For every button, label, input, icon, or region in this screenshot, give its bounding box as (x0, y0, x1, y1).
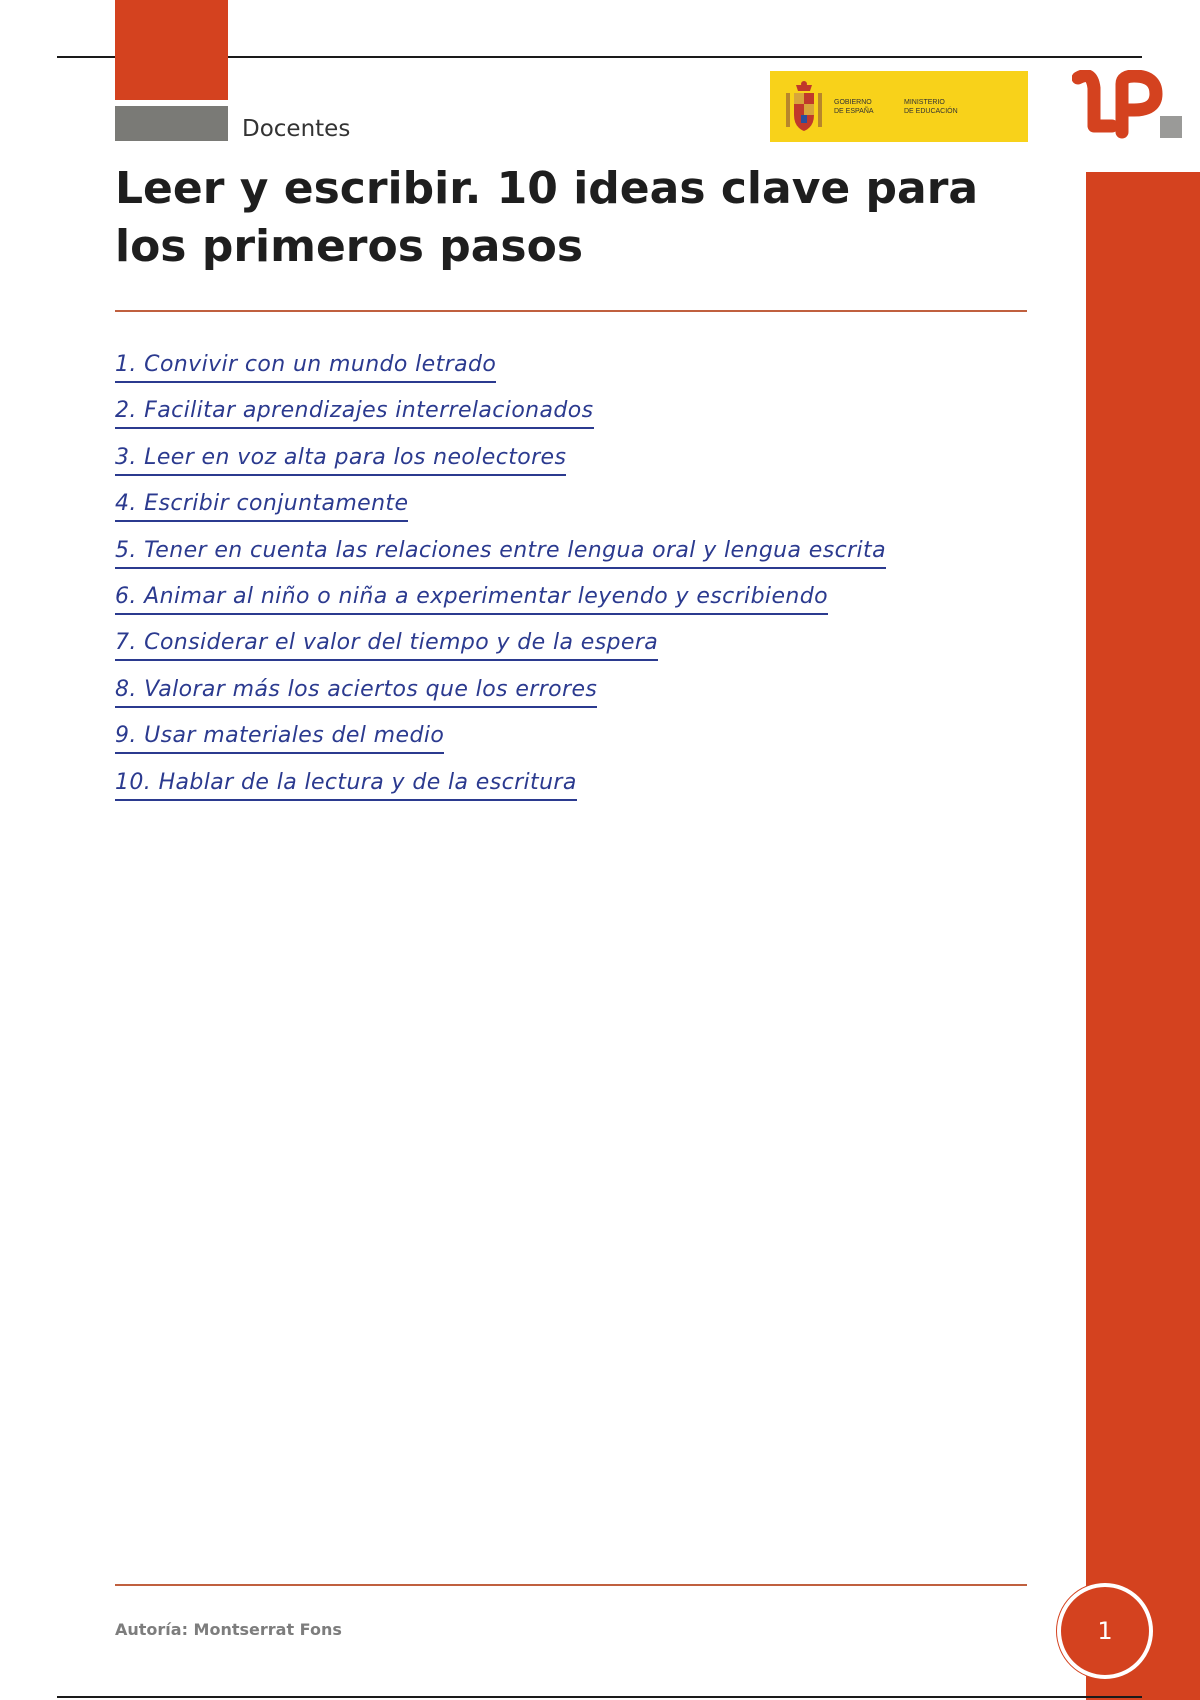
bottom-rule (57, 1696, 1142, 1698)
author-credit: Autoría: Montserrat Fons (115, 1620, 342, 1639)
ministry-text: MINISTERIO DE EDUCACIÓN (904, 98, 958, 115)
page-number-badge: 1 (1057, 1583, 1153, 1679)
toc-link-8[interactable]: 8. Valorar más los aciertos que los errores (115, 675, 597, 708)
toc-link-7[interactable]: 7. Considerar el valor del tiempo y de la espera (115, 628, 658, 661)
coat-of-arms-icon (784, 79, 824, 135)
lp-logo-icon (1072, 70, 1184, 142)
government-text: GOBIERNO DE ESPAÑA (834, 98, 874, 115)
toc-link-10[interactable]: 10. Hablar de la lectura y de la escritura (115, 768, 577, 801)
toc-item (115, 721, 886, 767)
right-side-bar (1086, 172, 1200, 1700)
table-of-contents (115, 350, 886, 814)
toc-item (115, 582, 886, 628)
toc-item (115, 536, 886, 582)
toc-item (115, 768, 886, 814)
toc-item (115, 628, 886, 674)
toc-link-4[interactable]: 4. Escribir conjuntamente (115, 489, 408, 522)
header-gray-block (115, 106, 228, 141)
ministry-logo (770, 71, 1028, 142)
footer-rule (115, 1584, 1027, 1586)
toc-link-5[interactable]: 5. Tener en cuenta las relaciones entre lengua oral y lengua escrita (115, 536, 886, 569)
toc-link-9[interactable]: 9. Usar materiales del medio (115, 721, 444, 754)
toc-link-3[interactable]: 3. Leer en voz alta para los neolectores (115, 443, 566, 476)
toc-item (115, 350, 886, 396)
toc-link-2[interactable]: 2. Facilitar aprendizajes interrelacionados (115, 396, 594, 429)
toc-item (115, 396, 886, 442)
page-title: Leer y escribir. 10 ideas clave para los primeros pasos (115, 163, 979, 272)
header-red-block (115, 0, 228, 100)
toc-item (115, 489, 886, 535)
toc-item (115, 443, 886, 489)
section-label: Docentes (242, 116, 351, 142)
toc-item (115, 675, 886, 721)
toc-link-6[interactable]: 6. Animar al niño o niña a experimentar leyendo y escribiendo (115, 582, 828, 615)
toc-link-1[interactable]: 1. Convivir con un mundo letrado (115, 350, 496, 383)
title-rule (115, 310, 1027, 312)
